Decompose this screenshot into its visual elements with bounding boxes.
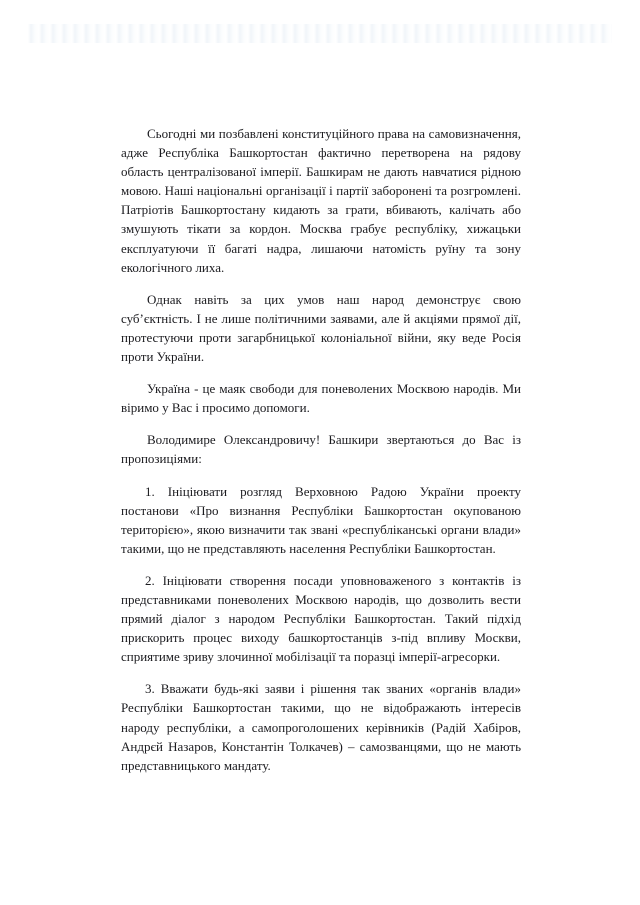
body-paragraph: Україна - це маяк свободи для поневолених Москвою народів. Ми віримо у Вас і просимо допомоги.: [121, 381, 521, 416]
body-paragraph: Сьогодні ми позбавлені конституційного права на самовизначення, адже Республіка Башкортостан фактично перетворена на рядову область централізованої імперії. Башкирам не дають навчатися рідною мовою. Наші національні організації і партії заборонені та розгромлені. Патріотів Башкортостану кидають за грати, вбивають, калічать або змушують тікати за кордон. Москва грабує республіку, хижацьки експлуатуючи її багаті надра, лишаючи натомість руїну та зону екологічного лиха.: [121, 126, 521, 275]
page-bottom-blank-area: [0, 715, 640, 905]
numbered-clause: 3. Вважати будь-які заяви і рішення так званих «органів влади» Республіки Башкортостан такими, що не відображають інтересів народу республіки, а самопроголошених керівників (Радій Хабіров, Андрєй Назаров, Константін Толкачев) – самозванцями, що не мають представницького мандату.: [121, 681, 521, 773]
letterhead-smudge: [28, 24, 612, 43]
body-paragraph: Однак навіть за цих умов наш народ демонструє свою суб’єктність. І не лише політичними заявами, але й акціями прямої дії, протестуючи проти загарбницької колоніальної війни, яку веде Росія проти України.: [121, 291, 521, 365]
numbered-clause: 1. Ініціювати розгляд Верховною Радою України проекту постанови «Про визнання Республіки Башкортостан окупованою територією», якою визначити так звані «республіканські органи влади» такими, що не представляють населення Республіки Башкортостан.: [121, 483, 521, 556]
letterhead-watermark: [28, 21, 612, 47]
body-paragraph: Володимире Олександровичу! Башкири звертаються до Вас із пропозиціями:: [121, 432, 521, 467]
numbered-clause: 2. Ініціювати створення посади уповноваженого з контактів із представниками поневолених Москвою народів, що дозволить вести прямий діалог з народом Республіки Башкортостан. Такий підхід прискорить процес виходу башкортостанців з-під впливу Москви, сприятиме зриву злочинної мобілізації та поразці імперії-агресорки.: [121, 572, 521, 665]
document-body: [121, 124, 521, 775]
